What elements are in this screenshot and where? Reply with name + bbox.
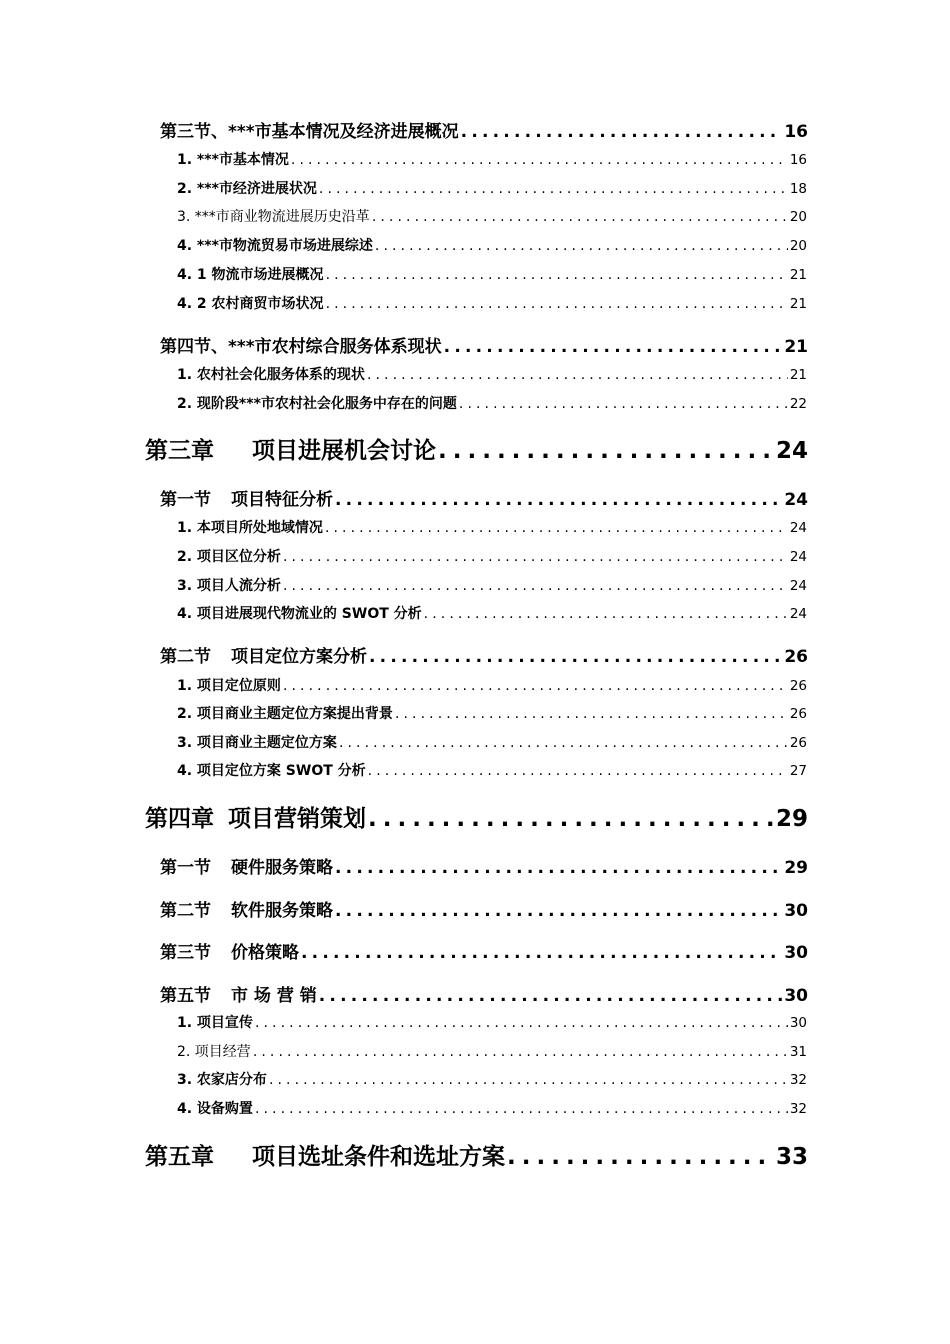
dot-leader [301, 943, 782, 963]
toc-section-entry[interactable] [160, 896, 808, 921]
toc-page-number: 21 [789, 267, 807, 283]
toc-section-entry[interactable] [160, 642, 808, 667]
toc-item-entry[interactable] [177, 1041, 807, 1061]
dot-leader [335, 901, 782, 921]
toc-item-entry[interactable] [177, 393, 807, 413]
dot-leader [459, 396, 788, 412]
toc-page-number: 20 [789, 209, 807, 225]
toc-section-entry[interactable] [160, 332, 808, 357]
toc-entry-title: 3. ***市商业物流进展历史沿革 [177, 209, 370, 225]
toc-entry-title: 4. ***市物流贸易市场进展综述 [177, 238, 373, 254]
dot-leader [375, 238, 788, 254]
toc-page-number: 26 [789, 706, 807, 722]
toc-chapter-entry[interactable] [145, 800, 808, 833]
dot-leader [461, 122, 783, 142]
toc-item-entry[interactable] [177, 703, 807, 723]
dot-leader [368, 806, 774, 832]
toc-item-entry[interactable] [177, 1098, 807, 1118]
toc-item-entry[interactable] [177, 603, 807, 623]
toc-entry-title: 第三节 [160, 943, 211, 963]
toc-entry-subtitle: 项目定位方案分析 [231, 647, 367, 667]
dot-leader [424, 606, 788, 622]
toc-page-number: 24 [784, 490, 808, 510]
toc-page-number: 24 [789, 578, 807, 594]
toc-entry-title: 3. 农家店分布 [177, 1072, 267, 1088]
toc-item-entry[interactable] [177, 293, 807, 313]
toc-entry-title: 1. 项目宣传 [177, 1015, 253, 1031]
toc-entry-title: 2. ***市经济进展状况 [177, 181, 317, 197]
toc-entry-title: 1. 本项目所处地域情况 [177, 520, 323, 536]
toc-entry-title: 4. 项目定位方案 SWOT 分析 [177, 763, 366, 779]
toc-section-entry[interactable] [160, 853, 808, 878]
toc-page-number: 26 [789, 735, 807, 751]
dot-leader [335, 490, 782, 510]
dot-leader [283, 678, 788, 694]
dot-leader [255, 1015, 788, 1031]
toc-item-entry[interactable] [177, 264, 807, 284]
dot-leader [444, 337, 783, 357]
toc-entry-title: 第四章 [145, 806, 214, 832]
dot-leader [283, 578, 788, 594]
toc-page-number: 33 [775, 1144, 808, 1170]
toc-entry-subtitle: 价格策略 [231, 943, 299, 963]
toc-page-number: 30 [784, 943, 808, 963]
toc-entry-title: 4. 1 物流市场进展概况 [177, 267, 324, 283]
toc-entry-title: 2. 项目区位分析 [177, 549, 281, 565]
toc-page-number: 22 [789, 396, 807, 412]
toc-page-number: 27 [789, 763, 807, 779]
toc-page-number: 24 [775, 438, 808, 464]
toc-section-entry[interactable] [160, 981, 808, 1006]
toc-entry-title: 第三章 [145, 438, 214, 464]
toc-item-entry[interactable] [177, 235, 807, 255]
toc-page-number: 30 [784, 986, 808, 1006]
dot-leader [325, 520, 788, 536]
toc-page-number: 32 [789, 1101, 807, 1117]
dot-leader [319, 181, 788, 197]
toc-page-number: 29 [775, 806, 808, 832]
toc-entry-title: 3. 项目人流分析 [177, 578, 281, 594]
dot-leader [269, 1072, 788, 1088]
toc-page-number: 16 [789, 152, 807, 168]
dot-leader [438, 438, 774, 464]
toc-item-entry[interactable] [177, 675, 807, 695]
toc-item-entry[interactable] [177, 546, 807, 566]
toc-entry-title: 第四节、***市农村综合服务体系现状 [160, 337, 442, 357]
toc-entry-title: 第一节 [160, 858, 211, 878]
toc-page-number: 16 [784, 122, 808, 142]
toc-item-entry[interactable] [177, 1012, 807, 1032]
toc-item-entry[interactable] [177, 760, 807, 780]
toc-entry-title: 第二节 [160, 901, 211, 921]
toc-page-number: 26 [789, 678, 807, 694]
toc-item-entry[interactable] [177, 178, 807, 198]
dot-leader [369, 647, 782, 667]
toc-entry-title: 4. 项目进展现代物流业的 SWOT 分析 [177, 606, 422, 622]
toc-section-entry[interactable] [160, 938, 808, 963]
toc-item-entry[interactable] [177, 149, 807, 169]
dot-leader [326, 267, 788, 283]
toc-page-number: 20 [789, 238, 807, 254]
toc-entry-title: 第三节、***市基本情况及经济进展概况 [160, 122, 459, 142]
dot-leader [253, 1044, 788, 1060]
dot-leader [283, 549, 788, 565]
toc-entry-subtitle: 项目特征分析 [231, 490, 333, 510]
toc-page-number: 26 [784, 647, 808, 667]
dot-leader [255, 1101, 788, 1117]
toc-chapter-entry[interactable] [145, 1138, 808, 1171]
dot-leader [319, 986, 783, 1006]
toc-section-entry[interactable] [160, 117, 808, 142]
toc-page-number: 30 [789, 1015, 807, 1031]
toc-entry-title: 2. 项目商业主题定位方案提出背景 [177, 706, 393, 722]
toc-entry-title: 1. 项目定位原则 [177, 678, 281, 694]
dot-leader [367, 367, 788, 383]
toc-page-number: 18 [789, 181, 807, 197]
dot-leader [291, 152, 788, 168]
toc-entry-subtitle: 项目营销策划 [228, 806, 366, 832]
toc-entry-title: 2. 项目经营 [177, 1044, 251, 1060]
dot-leader [326, 296, 788, 312]
toc-entry-title: 4. 设备购置 [177, 1101, 253, 1117]
toc-page-number: 21 [789, 367, 807, 383]
dot-leader [507, 1144, 774, 1170]
toc-entry-title: 第二节 [160, 647, 211, 667]
toc-page-number: 24 [789, 549, 807, 565]
toc-entry-title: 第一节 [160, 490, 211, 510]
toc-page-number: 31 [789, 1044, 807, 1060]
toc-chapter-entry[interactable] [145, 432, 808, 465]
toc-entry-title: 3. 项目商业主题定位方案 [177, 735, 337, 751]
toc-entry-title: 2. 现阶段***市农村社会化服务中存在的问题 [177, 396, 457, 412]
toc-item-entry[interactable] [177, 575, 807, 595]
dot-leader [335, 858, 782, 878]
toc-item-entry[interactable] [177, 206, 807, 226]
toc-page-number: 29 [784, 858, 808, 878]
toc-entry-subtitle: 项目选址条件和选址方案 [252, 1144, 505, 1170]
toc-item-entry[interactable] [177, 364, 807, 384]
toc-item-entry[interactable] [177, 732, 807, 752]
dot-leader [372, 209, 788, 225]
dot-leader [368, 763, 788, 779]
toc-entry-subtitle: 市 场 营 销 [231, 986, 317, 1006]
toc-page-number: 32 [789, 1072, 807, 1088]
toc-page-number: 30 [784, 901, 808, 921]
toc-entry-subtitle: 硬件服务策略 [231, 858, 333, 878]
dot-leader [339, 735, 788, 751]
toc-page-number: 24 [789, 606, 807, 622]
toc-entry-subtitle: 项目进展机会讨论 [252, 438, 436, 464]
toc-entry-title: 1. 农村社会化服务体系的现状 [177, 367, 365, 383]
toc-entry-title: 第五节 [160, 986, 211, 1006]
toc-section-entry[interactable] [160, 485, 808, 510]
toc-page-number: 24 [789, 520, 807, 536]
toc-entry-title: 1. ***市基本情况 [177, 152, 289, 168]
toc-entry-title: 第五章 [145, 1144, 214, 1170]
toc-item-entry[interactable] [177, 1069, 807, 1089]
toc-page-number: 21 [784, 337, 808, 357]
toc-item-entry[interactable] [177, 517, 807, 537]
toc-entry-title: 4. 2 农村商贸市场状况 [177, 296, 324, 312]
toc-entry-subtitle: 软件服务策略 [231, 901, 333, 921]
toc-page-number: 21 [789, 296, 807, 312]
dot-leader [395, 706, 788, 722]
